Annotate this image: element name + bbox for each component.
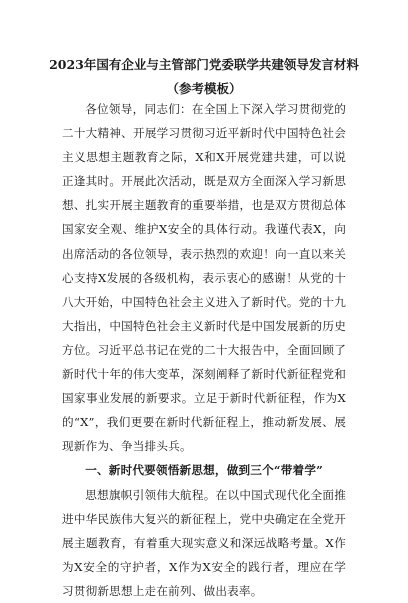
opening-paragraph: 各位领导，同志们：在全国上下深入学习贯彻党的二十大精神、开展学习贯彻习近平新时代中国特色社会主义思想主题教育之际，X和X开展党建共建，可以说正逢其时。开展此次活动，既是双方全面深入学习新思想、扎实开展主题教育的重要举措，也是双方贯彻总体国家安全观、维护X安全的具体行动。我谨代表X，向出席活动的各位领导，表示热烈的欢迎！向一直以来关心支持X发展的各级机构，表示衷心的感谢！从党的十八大开始，中国特色社会主义进入了新时代。党的十九大指出，中国特色社会主义新时代是中国发展新的历史方位。习近平总书记在党的二十大报告中，全面回顾了新时代十年的伟大变革，深刻阐释了新时代新征程党和国家事业发展的新要求。立足于新时代新征程，作为X的“X”，我们更要在新时代新征程上，推动新发展、展现新作为、争当排头兵。	[62, 102, 346, 454]
document-subtitle: （参考模板）	[166, 81, 242, 96]
document-title: 2023年国有企业与主管部门党委联学共建领导发言材料	[49, 57, 359, 72]
document-body	[62, 97, 346, 603]
section-heading: 一、新时代要领悟新思想，做到三个“带着学”	[85, 463, 324, 478]
section-paragraph: 思想旗帜引领伟大航程。在以中国式现代化全面推进中华民族伟大复兴的新征程上，党中央确定在全党开展主题教育，有着重大现实意义和深远战略考量。X作为X安全的守护者，X作为X安全的践行者，理应在学习贯彻新思想上走在前列、做出表率。	[62, 487, 346, 598]
